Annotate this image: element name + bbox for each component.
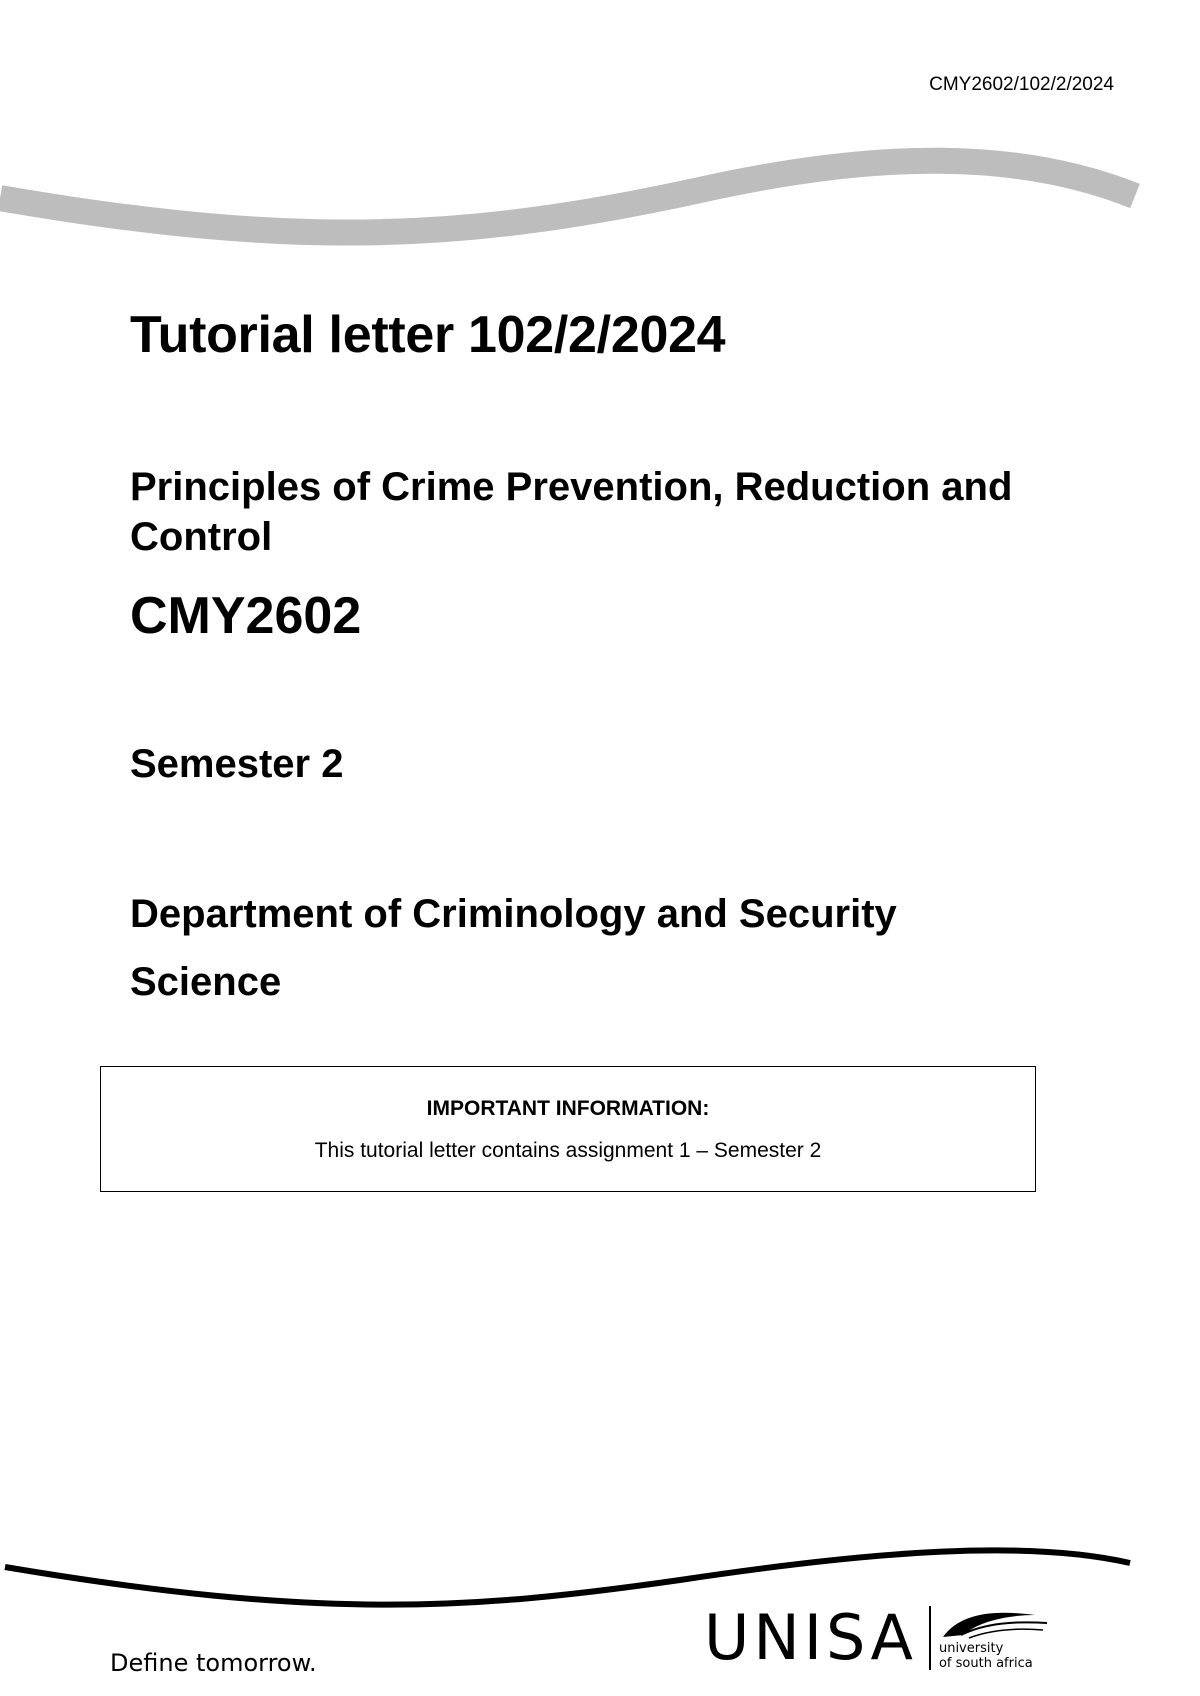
- top-swoosh: [0, 0, 1200, 260]
- course-code: CMY2602: [130, 587, 362, 645]
- bottom-swoosh: [0, 1500, 1200, 1620]
- tagline: Define tomorrow.: [110, 1649, 317, 1677]
- doc-code: CMY2602/102/2/2024: [929, 74, 1114, 95]
- important-info-box: [100, 1066, 1036, 1192]
- logo-wing-icon: [939, 1607, 1049, 1641]
- unisa-logo: [704, 1601, 1049, 1674]
- logo-right: [939, 1605, 1049, 1671]
- tutorial-letter-title: Tutorial letter 102/2/2024: [130, 306, 726, 364]
- logo-sub-1: university: [938, 1641, 1004, 1656]
- info-heading: IMPORTANT INFORMATION:: [426, 1097, 710, 1120]
- logo-divider: [929, 1606, 931, 1670]
- logo-sub-2: of south africa: [938, 1656, 1033, 1671]
- logo-word: UNISA: [704, 1601, 917, 1674]
- course-name: Principles of Crime Prevention, Reduction and Control: [130, 465, 1013, 559]
- info-text: This tutorial letter contains assignment 1 – Semester 2: [314, 1139, 822, 1162]
- department: Department of Criminology and Security Science: [130, 892, 897, 1004]
- semester: Semester 2: [130, 742, 344, 786]
